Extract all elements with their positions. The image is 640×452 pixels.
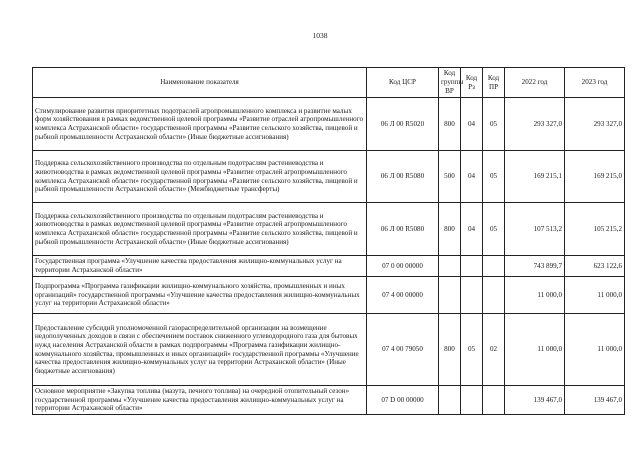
header-vr: Код группы ВР xyxy=(439,68,461,98)
row-csr: 07 0 00 00000 xyxy=(367,256,439,277)
row-2023: 623 122,6 xyxy=(565,256,625,277)
row-2022: 293 327,0 xyxy=(505,98,565,151)
row-rz xyxy=(461,386,483,415)
row-rz xyxy=(461,256,483,277)
row-vr xyxy=(439,256,461,277)
row-pr: 05 xyxy=(483,98,505,151)
row-rz xyxy=(461,277,483,314)
table-header-row xyxy=(33,68,625,98)
table-row xyxy=(33,386,625,415)
row-vr: 800 xyxy=(439,314,461,386)
row-csr: 07 4 00 00000 xyxy=(367,277,439,314)
row-rz: 04 xyxy=(461,203,483,256)
row-csr: 07 D 00 00000 xyxy=(367,386,439,415)
row-2022: 169 215,1 xyxy=(505,151,565,203)
row-pr xyxy=(483,277,505,314)
header-csr: Код ЦСР xyxy=(367,68,439,98)
row-name: Стимулирование развития приоритетных подотраслей агропромышленного комплекса и развитие малых форм хозяйствования в рамках ведомственной целевой программы «Развитие отраслей агропромышленного комплекса Астраханской области» государственной программы «Развитие сельского хозяйства, пищевой и рыбной промышленности Астраханской области» (Иные бюджетные ассигнования) xyxy=(33,98,367,151)
row-name: Государственная программа «Улучшение качества предоставления жилищно-коммунальных услуг на территории Астраханской области» xyxy=(33,256,367,277)
row-pr: 05 xyxy=(483,203,505,256)
row-vr xyxy=(439,386,461,415)
row-2023: 11 000,0 xyxy=(565,277,625,314)
row-2022: 139 467,0 xyxy=(505,386,565,415)
row-2022: 107 513,2 xyxy=(505,203,565,256)
row-name: Подпрограмма «Программа газификации жилищно-коммунального хозяйства, промышленных и иных организаций» государственной программы «Улучшение качества предоставления жилищно-коммунальных услуг на территории Астраханской области» xyxy=(33,277,367,314)
header-rz: Код Рз xyxy=(461,68,483,98)
row-rz: 05 xyxy=(461,314,483,386)
row-rz: 04 xyxy=(461,98,483,151)
header-2022: 2022 год xyxy=(505,68,565,98)
row-vr: 800 xyxy=(439,203,461,256)
table-row xyxy=(33,314,625,386)
row-pr: 02 xyxy=(483,314,505,386)
row-pr xyxy=(483,256,505,277)
table-row xyxy=(33,151,625,203)
table-row xyxy=(33,256,625,277)
row-vr xyxy=(439,277,461,314)
row-csr: 06 Л 00 R5020 xyxy=(367,98,439,151)
row-2023: 169 215,0 xyxy=(565,151,625,203)
table-row xyxy=(33,98,625,151)
row-pr: 05 xyxy=(483,151,505,203)
row-2023: 11 000,0 xyxy=(565,314,625,386)
row-csr: 07 4 00 79050 xyxy=(367,314,439,386)
row-vr: 800 xyxy=(439,98,461,151)
header-2023: 2023 год xyxy=(565,68,625,98)
row-2023: 139 467,0 xyxy=(565,386,625,415)
row-2022: 11 000,0 xyxy=(505,314,565,386)
row-pr xyxy=(483,386,505,415)
table-row xyxy=(33,277,625,314)
row-csr: 06 Л 00 R5080 xyxy=(367,151,439,203)
row-vr: 500 xyxy=(439,151,461,203)
page-number: 1038 xyxy=(312,31,328,40)
row-name: Основное мероприятие «Закупка топлива (мазута, печного топлива) на очередной отопительный сезон» государственной программы «Улучшение качества предоставления жилищно-коммунальных услуг на территории Астраханской области» xyxy=(33,386,367,415)
row-2023: 105 215,2 xyxy=(565,203,625,256)
row-csr: 06 Л 00 R5080 xyxy=(367,203,439,256)
row-name: Поддержка сельскохозяйственного производства по отдельным подотраслям растениеводства и животноводства в рамках ведомственной целевой программы «Развитие отраслей агропромышленного комплекса Астраханской области» государственной программы «Развитие сельского хозяйства, пищевой и рыбной промышленности Астраханской области» (Межбюджетные трансферты) xyxy=(33,151,367,203)
row-rz: 04 xyxy=(461,151,483,203)
header-name: Наименование показателя xyxy=(33,68,367,98)
row-2022: 743 899,7 xyxy=(505,256,565,277)
budget-table xyxy=(32,67,625,415)
row-name: Поддержка сельскохозяйственного производства по отдельным подотраслям растениеводства и животноводства в рамках ведомственной целевой программы «Развитие отраслей агропромышленного комплекса Астраханской области» государственной программы «Развитие сельского хозяйства, пищевой и рыбной промышленности Астраханской области» (Иные бюджетные ассигнования) xyxy=(33,203,367,256)
row-name: Предоставление субсидий уполномоченной газораспределительной организации на возмещение недополученных доходов в связи с обеспечением поставок сниженного углеводородного газа для бытовых нужд населения Астраханской области в рамках подпрограммы «Программа газификации жилищно-коммунального хозяйства, промышленных и иных организаций» государственной программы «Улучшение качества предоставления жилищно-коммунальных услуг на территории Астраханской области» (Иные бюджетные ассигнования) xyxy=(33,314,367,386)
row-2023: 293 327,0 xyxy=(565,98,625,151)
header-pr: Код ПР xyxy=(483,68,505,98)
row-2022: 11 000,0 xyxy=(505,277,565,314)
table-row xyxy=(33,203,625,256)
